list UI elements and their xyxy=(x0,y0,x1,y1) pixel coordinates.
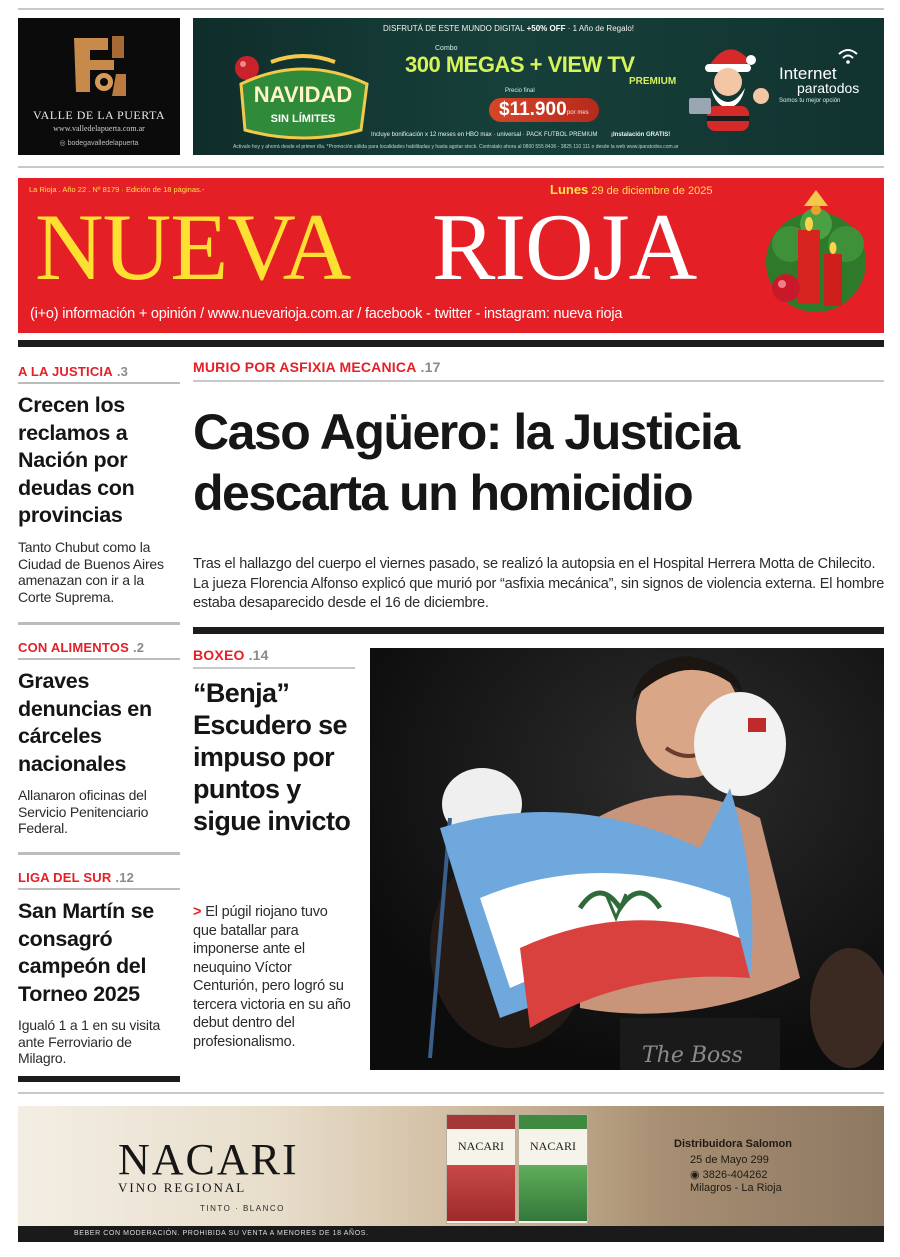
left-divider-2 xyxy=(18,852,180,855)
bottom-ad-rule xyxy=(18,1092,884,1094)
distributor-city: Milagros - La Rioja xyxy=(690,1182,782,1194)
distributor-phone-number: 3826-404262 xyxy=(702,1169,768,1181)
price-unit: por mes xyxy=(567,110,589,116)
box-red-label: NACARI xyxy=(457,1139,504,1153)
issue-date-text: 29 de diciembre de 2025 xyxy=(591,185,713,197)
ad-top-line xyxy=(383,24,634,33)
left-item-2-page: .2 xyxy=(132,640,145,655)
left-item-3-rule xyxy=(18,888,180,890)
box-white-band xyxy=(519,1165,587,1221)
valle-instagram[interactable] xyxy=(18,139,180,147)
left-bottom-bar xyxy=(18,1076,180,1082)
nacari-types: TINTO · BLANCO xyxy=(200,1204,285,1213)
left-item-1-section-label: A LA JUSTICIA xyxy=(18,364,113,379)
boxer-photo[interactable] xyxy=(370,648,884,1070)
boxing-body-text: El púgil riojano tuvo que batallar para imponerse ante el neuquino Víctor Centurión, pero logró su tercera victoria en su año debut dentro del profesionalismo. xyxy=(193,904,351,1050)
edition-info: La Rioja . Año 22 . Nº 8179 · Edición de 18 páginas.- xyxy=(29,185,205,194)
valle-logo-icon xyxy=(68,30,130,100)
left-item-2-body: Allanaron oficinas del Servicio Penitenciario Federal. xyxy=(18,787,149,836)
valle-website[interactable]: www.valledelapuerta.com.ar xyxy=(53,124,145,133)
main-story-page: .17 xyxy=(420,359,441,375)
left-item-1-body: Tanto Chubut como la Ciudad de Buenos Aires amenazan con ir a la Corte Suprema. xyxy=(18,539,164,605)
main-story-section[interactable] xyxy=(193,359,441,375)
instagram-icon: ◎ xyxy=(59,140,68,147)
box-white-cap xyxy=(519,1115,587,1129)
brand-paratodos: paratodos xyxy=(797,80,860,96)
left-item-1-page: .3 xyxy=(116,364,129,379)
combo-label: Combo xyxy=(435,45,458,52)
includes-text: Incluye bonificación x 12 meses en HBO max · universal · PACK FUTBOL PREMIUM xyxy=(371,132,598,138)
issue-day: Lunes xyxy=(550,182,589,197)
left-item-3-headline[interactable]: San Martín se consagró campeón del Torneo 2025 xyxy=(18,899,154,1006)
install-text: ¡Instalación GRATIS! xyxy=(611,132,671,138)
valle-social-handle: bodegavalledelapuerta xyxy=(67,140,139,147)
left-item-2-rule xyxy=(18,658,180,660)
nacari-subtitle: VINO REGIONAL xyxy=(118,1180,247,1195)
masthead-bottom-bar xyxy=(18,340,884,347)
distributor-phone[interactable] xyxy=(690,1168,768,1181)
main-story-deck: Tras el hallazgo del cuerpo el viernes pasado, se realizó la autopsia en el Hospital Herrera Motta de Chilecito. La jueza Florencia Alfonso explicó que murió por “asfixia mecánica”, sin signos de violencia externa. El hombre estaba desaparecido desde el 16 de diciembre. xyxy=(193,556,885,611)
ad-legal-text: Activalo hoy y ahorrá desde el primer día. *Promoción válida para localidades habilitadas y hasta agotar stock. Contratalo ahora al 0800 555 8436 - 3825 110 111 o desde la web www.iparatodos.com.ar xyxy=(233,144,679,150)
boxer-with-flag-illustration xyxy=(370,648,884,1070)
ad-top-line-plain: DISFRUTÁ DE ESTE MUNDO DIGITAL xyxy=(383,24,525,33)
premium-label: PREMIUM xyxy=(629,76,677,87)
santa-icon xyxy=(683,36,773,131)
boxing-section[interactable] xyxy=(193,647,269,663)
internet-headline: 300 MEGAS + VIEW TV xyxy=(405,52,635,77)
masthead-name-part1: NUEVA xyxy=(35,194,351,300)
masthead-tagline[interactable]: (i+o) información + opinión / www.nuevarioja.com.ar / facebook - twitter - instagram: nueva rioja xyxy=(30,306,623,322)
top-rule xyxy=(18,8,884,10)
valle-de-la-puerta-ad[interactable] xyxy=(18,18,180,155)
chevron-right-icon: > xyxy=(193,904,202,920)
masthead xyxy=(18,178,884,333)
left-item-3-body: Igualó 1 a 1 en su visita ante Ferroviario de Milagro. xyxy=(18,1017,161,1066)
navidad-badge-icon xyxy=(231,50,375,146)
left-item-1-section[interactable] xyxy=(18,364,128,379)
nacari-wine-box-white xyxy=(518,1114,588,1224)
left-item-1-headline[interactable]: Crecen los reclamos a Nación por deudas con provincias xyxy=(18,393,135,527)
main-story-section-label: MURIO POR ASFIXIA MECANICA xyxy=(193,359,417,375)
masthead-name-part2: RIOJA xyxy=(432,194,697,300)
nacari-brand: NACARI xyxy=(118,1135,299,1184)
price-value: $11.900 xyxy=(499,99,567,120)
boxing-section-rule xyxy=(193,667,355,669)
whatsapp-icon: ◉ xyxy=(690,1169,703,1181)
box-red-cap xyxy=(447,1115,515,1129)
left-item-2-section-label: CON ALIMENTOS xyxy=(18,640,129,655)
price-label: Precio final xyxy=(505,88,535,94)
main-story-bottom-bar xyxy=(193,627,884,634)
main-section-rule xyxy=(193,380,884,382)
internet-paratodos-ad[interactable] xyxy=(193,18,884,155)
boxing-body xyxy=(193,903,355,1051)
left-item-3-section[interactable] xyxy=(18,870,134,885)
distributor-name: Distribuidora Salomon xyxy=(674,1138,792,1150)
left-item-2-section[interactable] xyxy=(18,640,144,655)
box-red-band xyxy=(447,1165,515,1221)
ad-top-line-suffix: · 1 Año de Regalo! xyxy=(567,24,634,33)
box-white-label: NACARI xyxy=(529,1139,576,1153)
nacari-wine-box-red xyxy=(446,1114,516,1224)
left-item-2-headline[interactable]: Graves denuncias en cárceles nacionales xyxy=(18,669,152,776)
valle-title: VALLE DE LA PUERTA xyxy=(32,108,166,122)
left-item-3-page: .12 xyxy=(115,870,135,885)
ads-divider-rule xyxy=(18,166,884,168)
wifi-icon xyxy=(837,48,859,64)
nacari-wine-ad[interactable] xyxy=(18,1106,884,1242)
nacari-legal: BEBER CON MODERACIÓN. PROHIBIDA SU VENTA A MENORES DE 18 AÑOS. xyxy=(18,1226,884,1242)
left-divider-1 xyxy=(18,622,180,625)
brand-slogan: Somos tu mejor opción xyxy=(779,98,841,104)
main-story-headline[interactable]: Caso Agüero: la Justicia descarta un homicidio xyxy=(193,404,739,521)
boxing-section-label: BOXEO xyxy=(193,647,245,663)
distributor-address: 25 de Mayo 299 xyxy=(690,1154,769,1166)
left-item-3-section-label: LIGA DEL SUR xyxy=(18,870,112,885)
brand-internet: Internet xyxy=(779,64,837,83)
left-item-1-rule xyxy=(18,382,180,384)
boxing-page: .14 xyxy=(248,647,269,663)
ad-top-line-offer: +50% OFF xyxy=(526,24,566,33)
christmas-candles-icon xyxy=(760,184,872,324)
boxing-headline[interactable]: “Benja” Escudero se impuso por puntos y sigue invicto xyxy=(193,678,351,836)
sin-limites-text: SIN LÍMITES xyxy=(270,113,336,125)
photo-caption-text: The Boss xyxy=(642,1043,743,1068)
navidad-text: NAVIDAD xyxy=(253,82,353,107)
